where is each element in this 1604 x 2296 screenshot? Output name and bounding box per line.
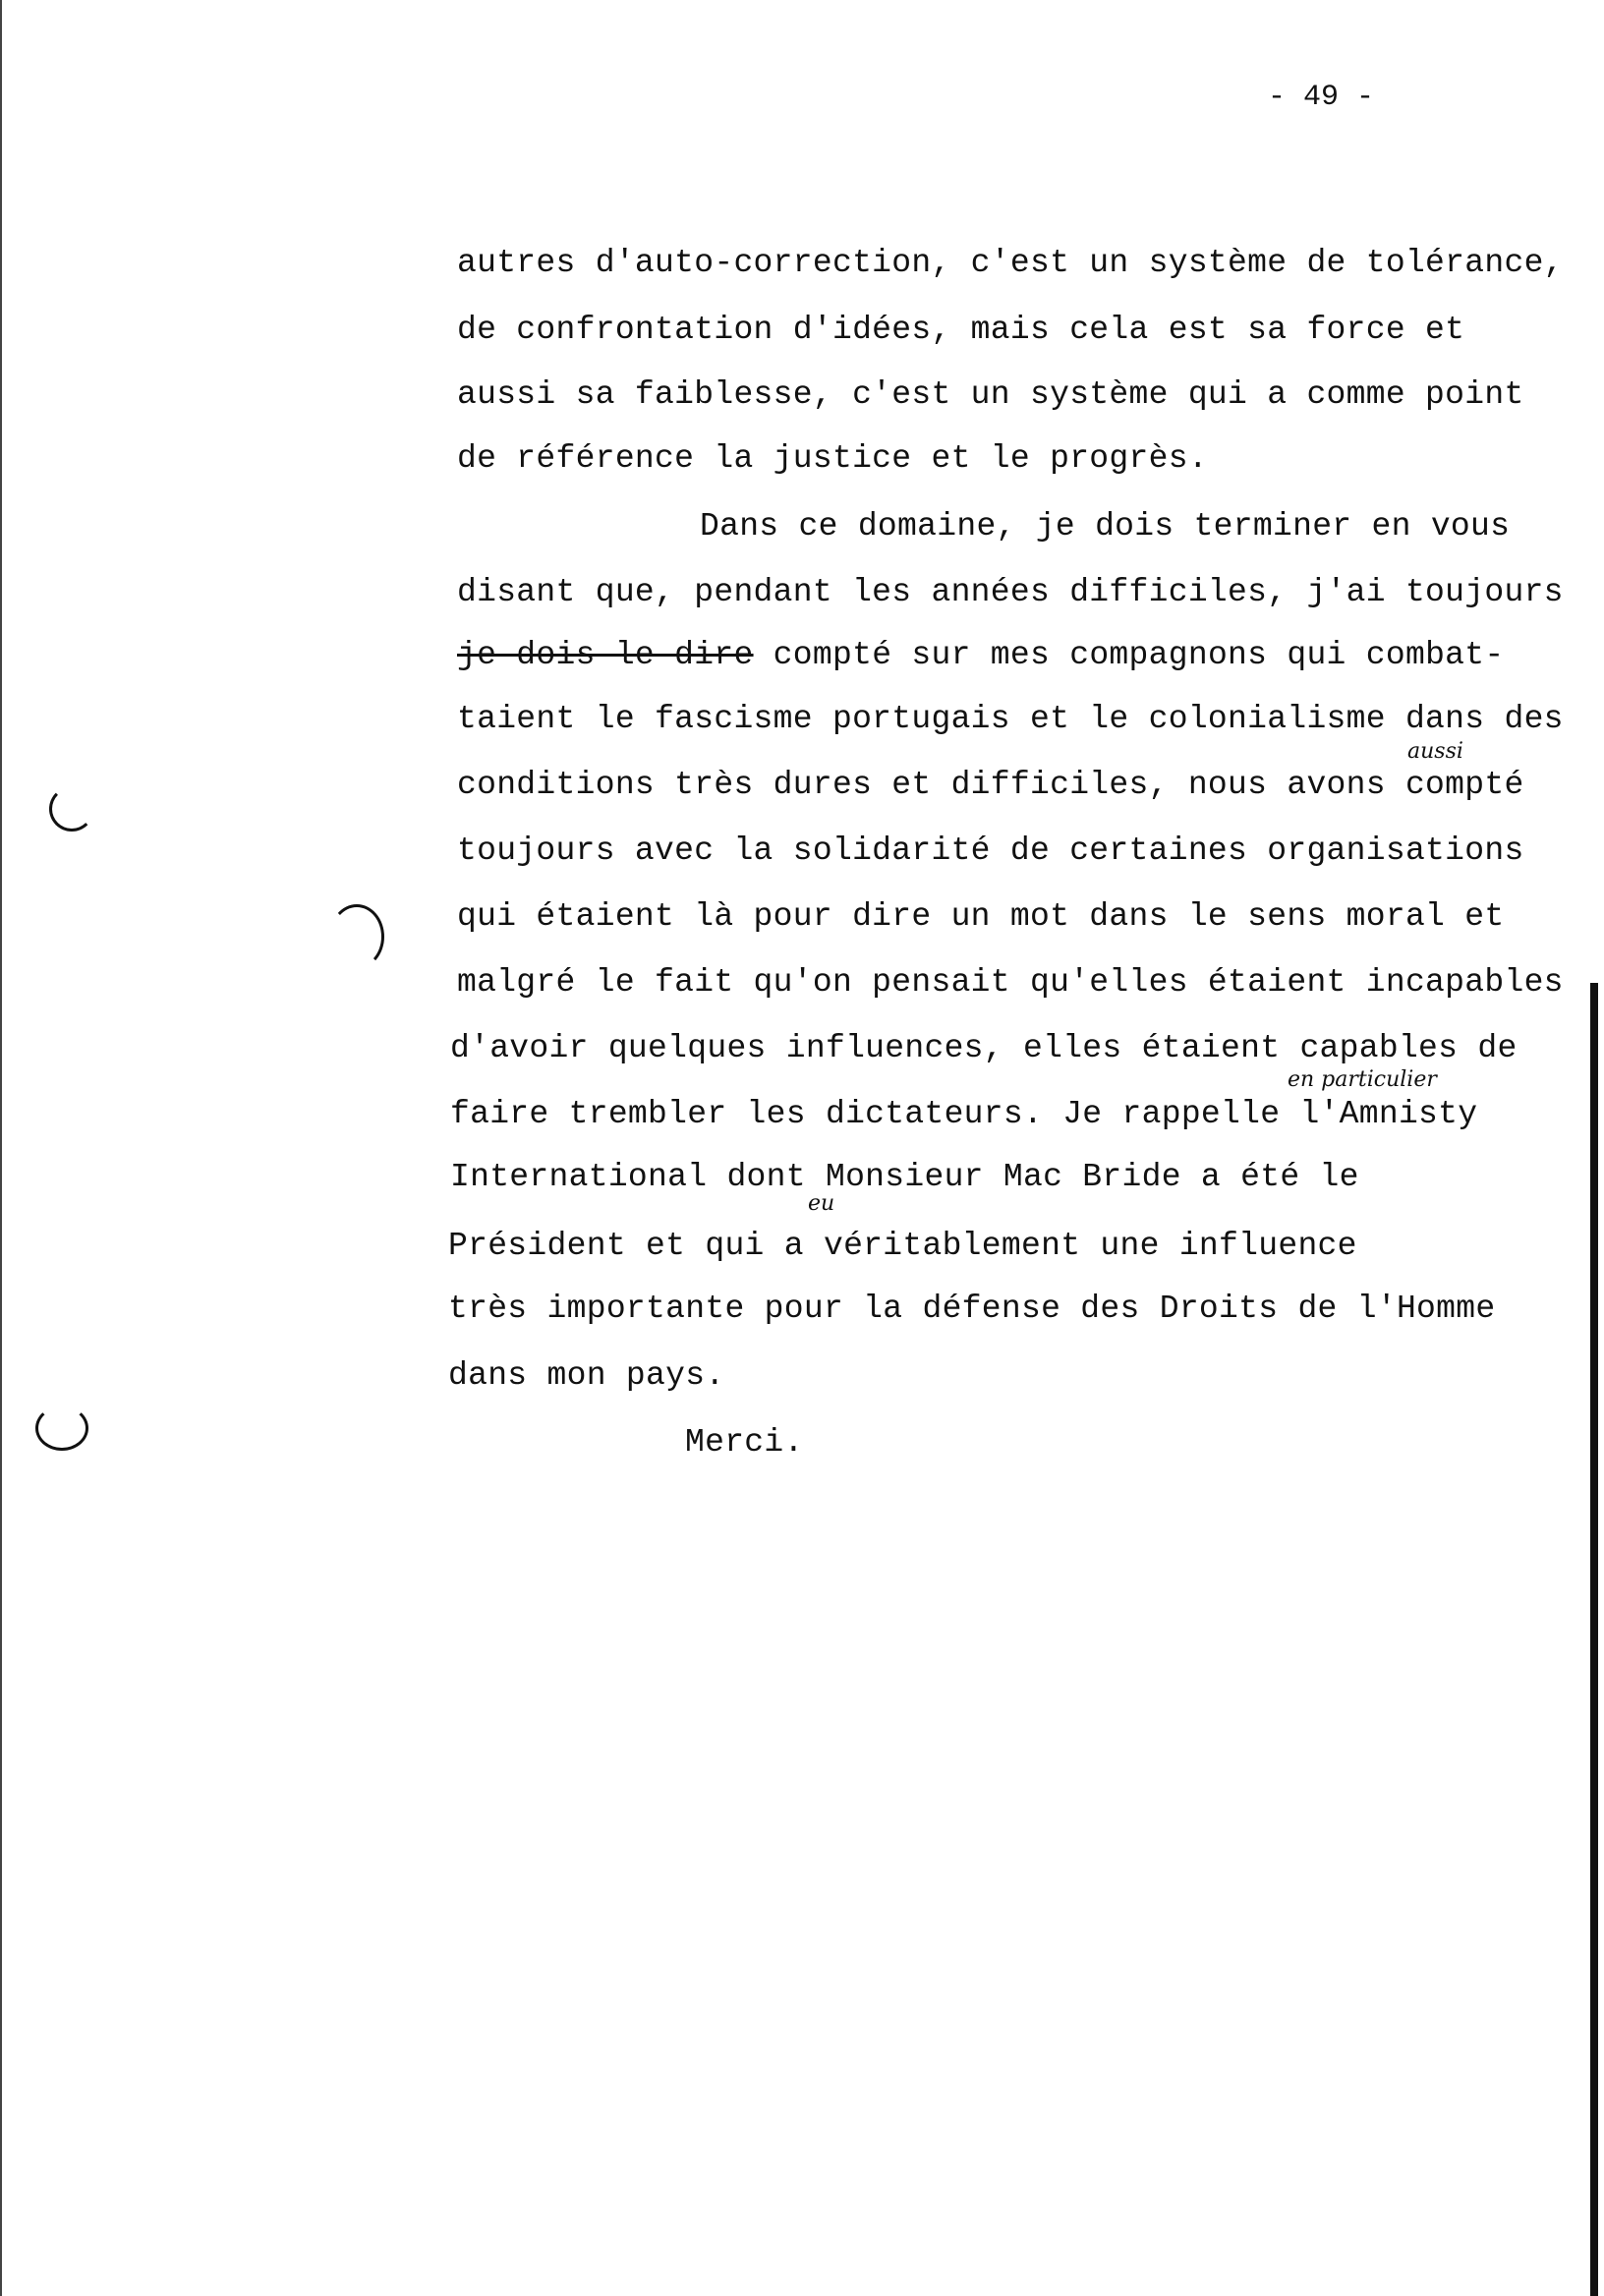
text-line: autres d'auto-correction, c'est un système de tolérance, [457,245,1564,281]
text-line: qui étaient là pour dire un mot dans le sens moral et [457,898,1505,935]
margin-mark [329,904,384,969]
text-line: International dont Monsieur Mac Bride a été le [450,1159,1359,1195]
text-line: de confrontation d'idées, mais cela est sa force et [457,312,1465,348]
text-line: aussi sa faiblesse, c'est un système qui a comme point [457,376,1524,413]
text-line: conditions très dures et difficiles, nous avons compté [457,767,1524,803]
closing-text: Merci. [685,1424,804,1461]
struck-text: je dois le dire [457,637,754,673]
text-line: faire trembler les dictateurs. Je rappelle l'Amnisty [450,1096,1478,1132]
text-line [457,636,1505,675]
page-number: - 49 - [1268,81,1375,114]
text-line: dans mon pays. [448,1357,725,1394]
text-line: toujours avec la solidarité de certaines organisations [457,832,1524,869]
text-line: malgré le fait qu'on pensait qu'elles étaient incapables [457,964,1564,1001]
handwritten-annotation: en particulier [1288,1067,1437,1092]
text-line: Président et qui a véritablement une influence [448,1228,1357,1264]
text-line: très importante pour la défense des Droits de l'Homme [448,1291,1496,1327]
text-line: disant que, pendant les années difficiles, j'ai toujours [457,574,1564,610]
text-line: taient le fascisme portugais et le colonialisme dans des [457,701,1564,737]
text-line: de référence la justice et le progrès. [457,440,1208,477]
scan-edge-right [1590,983,1598,2296]
margin-mark [49,786,94,832]
handwritten-annotation: aussi [1407,739,1463,764]
margin-mark [35,1406,88,1451]
text-line: Dans ce domaine, je dois terminer en vous [700,508,1511,545]
text-fragment: compté sur mes compagnons qui combat- [773,637,1505,673]
handwritten-annotation: eu [808,1191,835,1216]
text-line: d'avoir quelques influences, elles étaient capables de [450,1030,1518,1066]
scan-edge-left [0,0,2,2296]
